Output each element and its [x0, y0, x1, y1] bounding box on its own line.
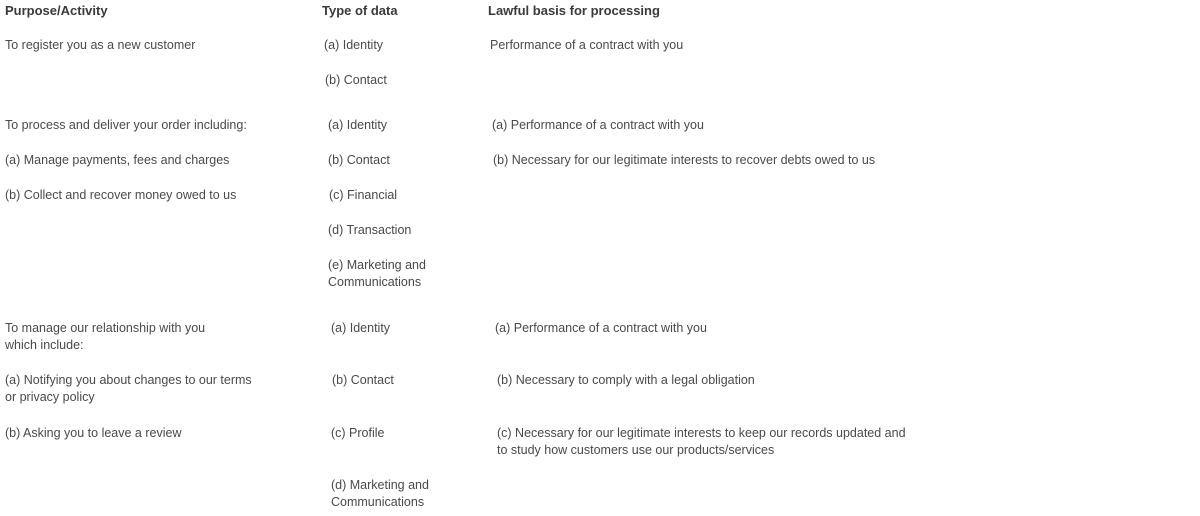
data-type-text: (b) Contact — [332, 373, 394, 387]
purpose-text: (b) Asking you to leave a review — [5, 426, 182, 440]
data-type-text: (c) Profile — [331, 426, 385, 440]
data-type-text: (d) Transaction — [328, 223, 412, 237]
data-type-text: (b) Contact — [328, 153, 390, 167]
lawful-basis-text: (a) Performance of a contract with you — [495, 321, 707, 335]
data-type-text: (d) Marketing and Communications — [331, 478, 429, 509]
lawful-basis-text: (a) Performance of a contract with you — [492, 118, 704, 132]
data-type-text: (b) Contact — [325, 73, 387, 87]
lawful-basis-text: (b) Necessary to comply with a legal obligation — [497, 373, 755, 387]
data-type-text: (e) Marketing and Communications — [328, 258, 426, 289]
purpose-text: To register you as a new customer — [5, 38, 196, 52]
lawful-basis-text: (b) Necessary for our legitimate interests to recover debts owed to us — [493, 153, 876, 167]
lawful-basis-text: Performance of a contract with you — [490, 38, 684, 52]
column-header-lawful-basis: Lawful basis for processing — [488, 3, 660, 18]
data-type-text: (a) Identity — [324, 38, 384, 52]
purpose-text: To manage our relationship with you which include: — [5, 321, 206, 352]
purpose-text: (a) Manage payments, fees and charges — [5, 153, 230, 167]
column-header-purpose: Purpose/Activity — [5, 3, 108, 18]
column-header-type-of-data: Type of data — [322, 3, 398, 18]
purpose-text: (b) Collect and recover money owed to us — [5, 188, 237, 202]
purpose-text: (a) Notifying you about changes to our terms or privacy policy — [5, 373, 252, 404]
purpose-text: To process and deliver your order including: — [5, 118, 247, 132]
data-type-text: (c) Financial — [329, 188, 398, 202]
data-type-text: (a) Identity — [331, 321, 391, 335]
data-type-text: (a) Identity — [328, 118, 388, 132]
lawful-basis-text: (c) Necessary for our legitimate interests to keep our records updated and to study how customers use our products/services — [497, 426, 906, 457]
